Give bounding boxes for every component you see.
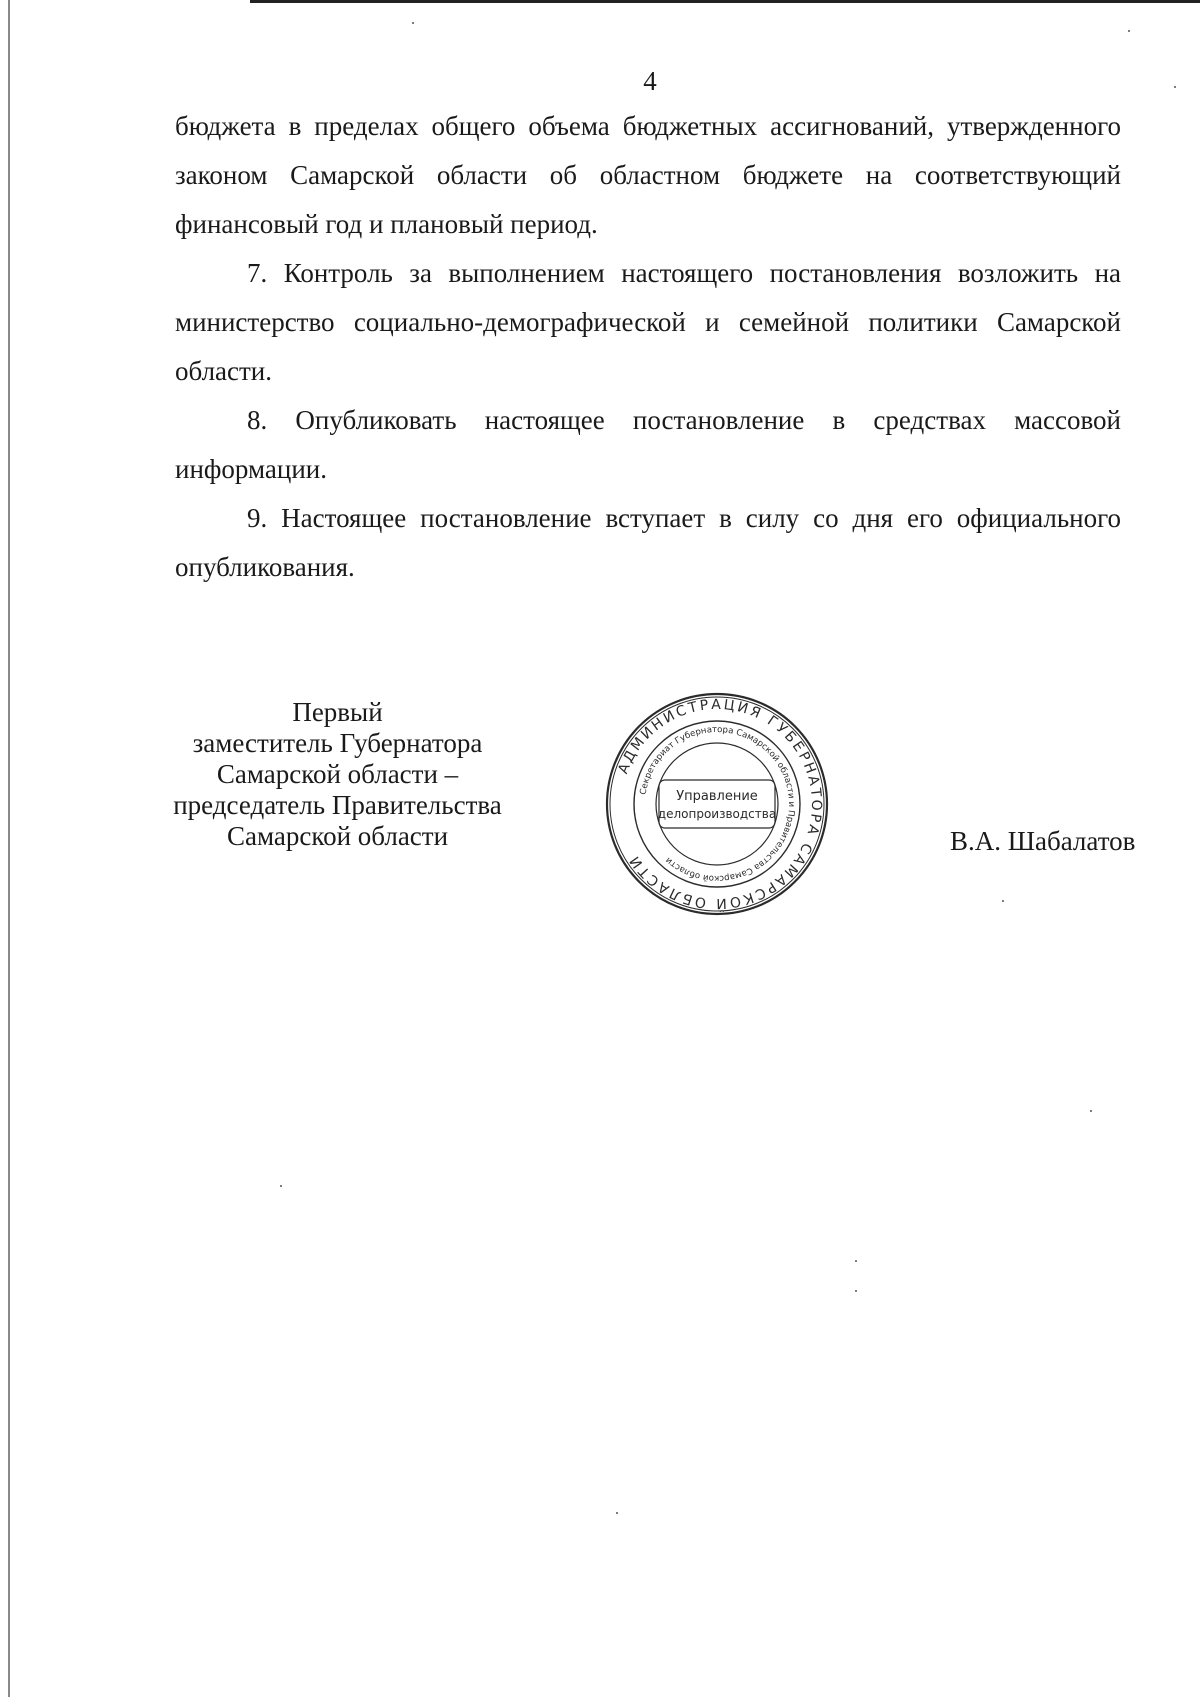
page-number: 4 bbox=[643, 66, 657, 96]
paragraph-item-7: 7. Контроль за выполнением настоящего постановления возложить на министерство социально-демографической и семейной политики Самарской области. bbox=[175, 258, 1121, 386]
scan-speck bbox=[1002, 900, 1004, 902]
seal-outer-textpath: АДМИНИСТРАЦИЯ ГУБЕРНАТОРА САМАРСКОЙ ОБЛАСТИ bbox=[615, 696, 825, 912]
signatory-title-line: Первый bbox=[292, 697, 383, 727]
signatory-title bbox=[150, 697, 525, 852]
scan-top-rule bbox=[250, 0, 1200, 3]
official-seal-stamp bbox=[605, 692, 829, 916]
scan-speck bbox=[280, 1185, 282, 1187]
document-body bbox=[175, 102, 1121, 592]
paragraph-budget-continuation: бюджета в пределах общего объема бюджетных ассигнований, утвержденного законом Самарской области об областном бюджете на соответствующий финансовый год и плановый период. bbox=[175, 111, 1121, 239]
scan-speck bbox=[1090, 1110, 1092, 1112]
scan-speck bbox=[412, 22, 414, 24]
scan-speck bbox=[1174, 86, 1176, 88]
signatory-name: В.А. Шабалатов bbox=[950, 826, 1136, 856]
seal-center-line: Управление bbox=[676, 789, 758, 804]
signatory-title-line: заместитель Губернатора bbox=[192, 728, 483, 758]
signatory-title-line: Самарской области – bbox=[216, 759, 459, 789]
scan-speck bbox=[855, 1260, 857, 1262]
scan-speck bbox=[855, 1290, 857, 1292]
seal-inner-textpath: Секретариат Губернатора Самарской области и Правительства Самарской области bbox=[638, 724, 797, 884]
seal-center-line: делопроизводства bbox=[657, 807, 777, 821]
scan-left-edge bbox=[8, 0, 10, 1697]
signatory-title-line: председатель Правительства bbox=[173, 790, 502, 820]
seal-inner-circle bbox=[656, 743, 778, 865]
paragraph-item-9: 9. Настоящее постановление вступает в силу со дня его официального опубликования. bbox=[175, 503, 1121, 582]
scan-speck bbox=[616, 1512, 618, 1514]
paragraph-item-8: 8. Опубликовать настоящее постановление в средствах массовой информации. bbox=[175, 405, 1121, 484]
signatory-title-line: Самарской области bbox=[226, 821, 449, 851]
scan-speck bbox=[1128, 30, 1130, 32]
